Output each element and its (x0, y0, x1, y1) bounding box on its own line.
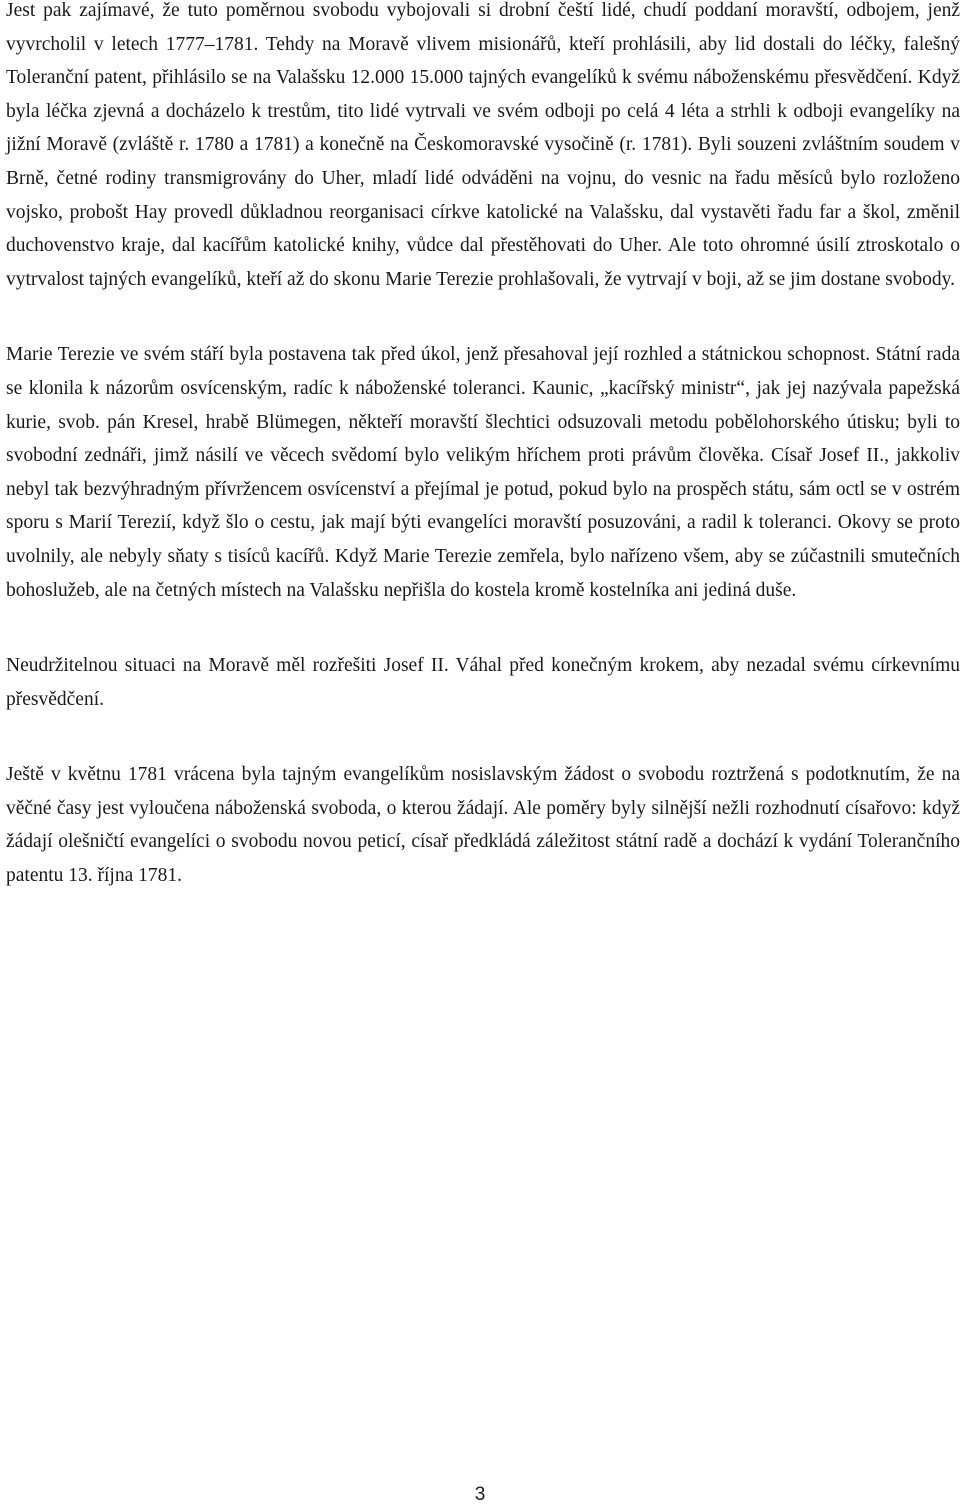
paragraph-3: Neudržitelnou situaci na Moravě měl rozřešiti Josef II. Váhal před konečným krokem, aby nezadal svému církevnímu přesvědčení. (6, 655, 960, 710)
page-number: 3 (474, 1484, 486, 1505)
paragraph-2: Marie Terezie ve svém stáří byla postavena tak před úkol, jenž přesahoval její rozhled a státnickou schopnost. Státní rada se klonila k názorům osvícenským, radíc k náboženské toleranci. Kaunic, „kacířský ministr“, jak jej nazývala papežská kurie, svob. pán Kresel, hrabě Blümegen, někteří moravští šlechtici odsuzovali metodu pobělohorského útisku; byli to svobodní zednáři, jimž násilí ve věcech svědomí bylo velikým hříchem proti právům člověka. Císař Josef II., jakkoliv nebyl tak bezvýhradným přívržencem osvícenství a přejímal je potud, pokud bylo na prospěch státu, sám octl se v ostrém sporu s Marií Terezií, když šlo o cestu, jak mají býti evangelíci moravští posuzováni, a radil k toleranci. Okovy se proto uvolnily, ale nebyly sňaty s tisíců kacířů. Když Marie Terezie zemřela, bylo nařízeno všem, aby se zúčastnili smutečních bohoslužeb, ale na četných místech na Valašsku nepřišla do kostela kromě kostelníka ani jediná duše. (6, 344, 960, 601)
paragraph-4: Ještě v květnu 1781 vrácena byla tajným evangelíkům nosislavským žádost o svobodu roztržená s podotknutím, že na věčné časy jest vyloučena náboženská svoboda, o kterou žádají. Ale poměry byly silnější nežli rozhodnutí císařovo: když žádají olešničtí evangelíci o svobodu novou peticí, císař předkládá záležitost státní radě a dochází k vydání Tolerančního patentu 13. října 1781. (6, 764, 960, 887)
paragraph-1: Jest pak zajímavé, že tuto poměrnou svobodu vybojovali si drobní čeští lidé, chudí poddaní moravští, odbojem, jenž vyvrcholil v letech 1777–1781. Tehdy na Moravě vlivem misionářů, kteří prohlásili, aby lid dostali do léčky, falešný Toleranční patent, přihlásilo se na Valašsku 12.000 15.000 tajných evangelíků k svému náboženskému přesvědčení. Když byla léčka zjevná a docházelo k trestům, tito lidé vytrvali ve svém odboji po celá 4 léta a strhli k odboji evangelíky na jižní Moravě (zvláště r. 1780 a 1781) a konečně na Českomoravské vysočině (r. 1781). Byli souzeni zvláštním soudem v Brně, četné rodiny transmigrovány do Uher, mladí lidé odváděni na vojnu, do vesnic na řadu měsíců bylo rozloženo vojsko, probošt Hay provedl důkladnou reorganisaci církve katolické na Valašsku, dal vystavěti řadu far a škol, změnil duchovenstvo kraje, dal kacířům katolické knihy, vůdce dal přestěhovati do Uher. Ale toto ohromné úsilí ztroskotalo o vytrvalost tajných evangelíků, kteří až do skonu Marie Terezie prohlašovali, že vytrvají v boji, až se jim dostane svobody. (6, 0, 960, 290)
document-page (6, 0, 960, 893)
